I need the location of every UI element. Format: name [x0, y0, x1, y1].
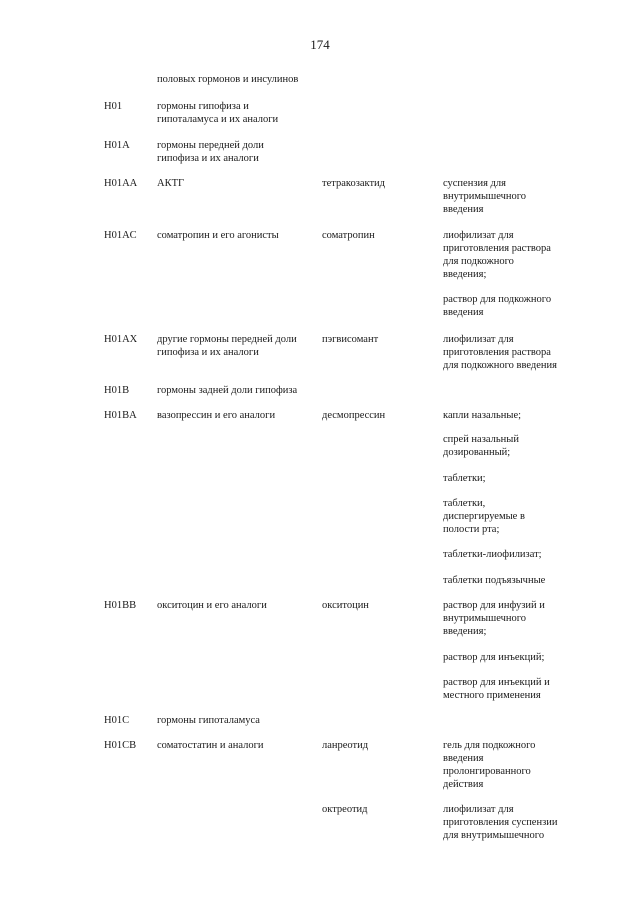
drug-inn: октреотид — [322, 804, 368, 815]
dosage-form — [443, 739, 593, 791]
dosage-form-line: гель для подкожного — [443, 740, 536, 751]
dosage-form-line: раствор для инъекций; — [443, 652, 545, 663]
group-name-line: другие гормоны передней доли — [157, 334, 297, 345]
atc-code: H01C — [104, 715, 130, 726]
dosage-form-line: таблетки, — [443, 498, 486, 509]
dosage-form-line: лиофилизат для — [443, 334, 514, 345]
dosage-form — [443, 548, 593, 561]
drug-inn: тетракозактид — [322, 178, 386, 189]
anatomical-group-name — [157, 599, 317, 612]
dosage-form-line: для подкожного введения — [443, 360, 557, 371]
atc-code: H01AA — [104, 178, 138, 189]
dosage-form-line: лиофилизат для — [443, 230, 514, 241]
drug-inn: соматропин — [322, 230, 375, 241]
dosage-form — [443, 497, 593, 536]
group-name-line: гипофиза и их аналоги — [157, 347, 259, 358]
dosage-form — [443, 433, 593, 459]
drug-inn: десмопрессин — [322, 410, 386, 421]
dosage-form — [443, 803, 593, 842]
group-name-line: гормоны гипоталамуса — [157, 715, 260, 726]
group-name-line: соматропин и его агонисты — [157, 230, 279, 241]
dosage-form — [443, 651, 593, 664]
dosage-form-line: местного применения — [443, 690, 541, 701]
atc-code: H01A — [104, 140, 130, 151]
group-name-line: гормоны гипофиза и — [157, 101, 249, 112]
drug-inn: окситоцин — [322, 600, 369, 611]
drug-inn: ланреотид — [322, 740, 369, 751]
dosage-form-line: действия — [443, 779, 484, 790]
dosage-form-line: полости рта; — [443, 524, 500, 535]
dosage-form-line: таблетки-лиофилизат; — [443, 549, 542, 560]
group-name-line: гипофиза и их аналоги — [157, 153, 259, 164]
dosage-form-line: введения; — [443, 626, 487, 637]
anatomical-group-name — [157, 177, 317, 190]
dosage-form — [443, 599, 593, 638]
anatomical-group-name — [157, 714, 317, 727]
dosage-form-line: введения — [443, 753, 484, 764]
dosage-form-line: для подкожного — [443, 256, 514, 267]
dosage-form — [443, 676, 593, 702]
anatomical-group-name — [157, 333, 317, 359]
dosage-form — [443, 409, 593, 422]
atc-code: H01BA — [104, 410, 137, 421]
dosage-form-line: таблетки; — [443, 473, 486, 484]
dosage-form — [443, 472, 593, 485]
group-name-line: гипоталамуса и их аналоги — [157, 114, 279, 125]
group-name-line: окситоцин и его аналоги — [157, 600, 267, 611]
dosage-form-line: введения — [443, 307, 484, 318]
atc-code: H01CB — [104, 740, 137, 751]
dosage-form-line: капли назальные; — [443, 410, 522, 421]
page-number: 174 — [310, 37, 330, 52]
anatomical-group-name — [157, 384, 317, 397]
dosage-form-line: для внутримышечного — [443, 830, 545, 841]
dosage-form-line: введения — [443, 204, 484, 215]
dosage-form-line: раствор для инфузий и — [443, 600, 545, 611]
dosage-form-line: внутримышечного — [443, 191, 527, 202]
dosage-form — [443, 229, 593, 281]
dosage-form-line: суспензия для — [443, 178, 506, 189]
dosage-form-line: дозированный; — [443, 447, 511, 458]
anatomical-group-name — [157, 139, 317, 165]
dosage-form-line: лиофилизат для — [443, 804, 514, 815]
anatomical-group-name — [157, 409, 317, 422]
dosage-form-line: приготовления раствора — [443, 347, 551, 358]
atc-code: H01AX — [104, 334, 138, 345]
dosage-form-line: диспергируемые в — [443, 511, 525, 522]
dosage-form-line: таблетки подъязычные — [443, 575, 546, 586]
dosage-form-line: раствор для инъекций и — [443, 677, 550, 688]
group-name-line: половых гормонов и инсулинов — [157, 74, 299, 85]
anatomical-group-name — [157, 73, 317, 86]
anatomical-group-name — [157, 739, 317, 752]
dosage-form-line: приготовления суспензии — [443, 817, 558, 828]
atc-code: H01B — [104, 385, 130, 396]
dosage-form-line: раствор для подкожного — [443, 294, 552, 305]
group-name-line: гормоны задней доли гипофиза — [157, 385, 298, 396]
drug-inn: пэгвисомант — [322, 334, 379, 345]
dosage-form-line: внутримышечного — [443, 613, 527, 624]
dosage-form-line: пролонгированного — [443, 766, 531, 777]
anatomical-group-name — [157, 229, 317, 242]
dosage-form — [443, 333, 593, 372]
dosage-form-line: введения; — [443, 269, 487, 280]
atc-code: H01BB — [104, 600, 137, 611]
anatomical-group-name — [157, 100, 317, 126]
dosage-form — [443, 293, 593, 319]
dosage-form — [443, 574, 593, 587]
group-name-line: соматостатин и аналоги — [157, 740, 264, 751]
atc-code: H01AC — [104, 230, 137, 241]
atc-code: H01 — [104, 101, 123, 112]
dosage-form-line: приготовления раствора — [443, 243, 551, 254]
group-name-line: АКТГ — [157, 178, 185, 189]
dosage-form-line: спрей назальный — [443, 434, 519, 445]
dosage-form — [443, 177, 593, 216]
group-name-line: гормоны передней доли — [157, 140, 264, 151]
group-name-line: вазопрессин и его аналоги — [157, 410, 276, 421]
